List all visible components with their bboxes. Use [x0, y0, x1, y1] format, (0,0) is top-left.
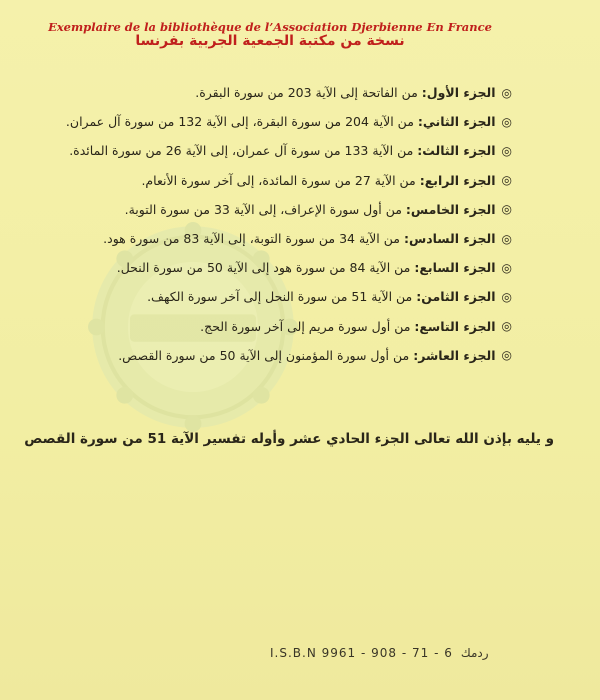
part-name: الجزء العاشر: [413, 347, 496, 363]
part-name: الجزء الثاني: [417, 114, 496, 130]
list-item [72, 341, 512, 370]
list-item [65, 107, 512, 136]
part-range: من الآية 51 من سورة النحل إلى آخر سورة الكهف. [147, 289, 413, 305]
part-range: من الفاتحة إلى الآية 203 من سورة البقرة. [195, 85, 418, 101]
ring-bullet-icon: ◎ [501, 114, 512, 129]
list-item [72, 195, 512, 224]
part-name: الجزء التاسع: [414, 318, 496, 334]
ring-bullet-icon: ◎ [501, 289, 512, 304]
isbn-line [270, 646, 489, 660]
next-volume-note: و يليه بإذن الله تعالى الجزء الحادي عشر وأوله تفسير الآية 51 من سورة القصص [24, 431, 554, 447]
ring-bullet-icon: ◎ [501, 143, 512, 158]
part-range: من أول سورة المؤمنون إلى الآية 50 من سورة القصص. [118, 347, 410, 363]
part-range: من أول سورة الإعراف، إلى الآية 33 من سورة التوبة. [124, 201, 402, 217]
part-range: من الآية 84 من سورة هود إلى الآية 50 من سورة النحل. [116, 260, 411, 276]
isbn-number: I.S.B.N 9961 - 908 - 71 - 6 [270, 646, 453, 660]
library-note-french: Exemplaire de la bibliothèque de l’Association Djerbienne En France [48, 20, 492, 34]
ring-bullet-icon: ◎ [501, 202, 512, 217]
list-item [72, 224, 512, 253]
ring-bullet-icon: ◎ [501, 348, 512, 363]
part-name: الجزء الثالث: [417, 143, 496, 159]
part-range: من الآية 204 من سورة البقرة، إلى الآية 132 من سورة آل عمران. [65, 114, 414, 130]
library-note-arabic: نسخة من مكتبة الجمعية الجربية بفرنسا [135, 33, 405, 49]
part-name: الجزء الرابع: [419, 172, 496, 188]
part-range: من الآية 34 من سورة التوبة، إلى الآية 83 من سورة هود. [103, 231, 400, 247]
volume-parts-list [65, 78, 512, 370]
part-name: الجزء الثامن: [416, 289, 496, 305]
part-range: من الآية 27 من سورة المائدة، إلى آخر سورة الأنعام. [141, 172, 416, 188]
list-item [72, 253, 512, 282]
part-range: من أول سورة مريم إلى آخر سورة الحج. [200, 318, 411, 334]
list-item [72, 78, 512, 107]
isbn-arabic-label: ردمك [460, 646, 489, 660]
ring-bullet-icon: ◎ [501, 260, 512, 275]
part-name: الجزء السابع: [414, 260, 496, 276]
ring-bullet-icon: ◎ [501, 231, 512, 246]
part-name: الجزء الخامس: [405, 201, 496, 217]
list-item [72, 282, 512, 311]
list-item [72, 166, 512, 195]
ring-bullet-icon: ◎ [501, 173, 512, 188]
ring-bullet-icon: ◎ [501, 85, 512, 100]
part-name: الجزء الأول: [421, 85, 496, 101]
list-item [72, 312, 512, 341]
ring-bullet-icon: ◎ [501, 319, 512, 334]
part-range: من الآية 133 من سورة آل عمران، إلى الآية 26 من سورة المائدة. [69, 143, 414, 159]
part-name: الجزء السادس: [403, 231, 496, 247]
list-item [69, 136, 512, 165]
